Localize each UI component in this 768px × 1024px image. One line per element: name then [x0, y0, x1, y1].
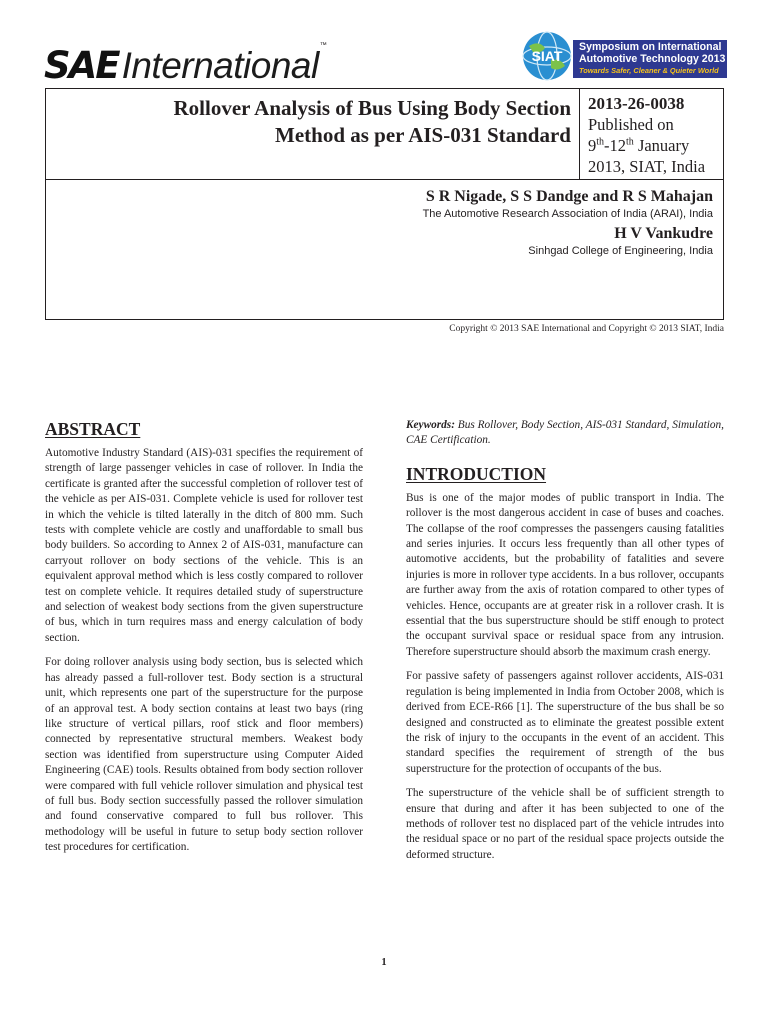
title-divider-horizontal: [46, 179, 723, 180]
paper-id: 2013-26-0038: [588, 94, 685, 113]
abstract-paragraph: Automotive Industry Standard (AIS)-031 specifies the requirement of strength of large passenger vehicles in case of rollover. In India the certificate is granted after the successful completion of rollover test of the vehicle as per AIS-031. Complete vehicle is used for rollover test in which the vehicle is tilted laterally in the ditch of 800 mm. Such tests with complete vehicle are costly and unaffordable to small bus body builders. So according to Annex 2 of AIS-031, manufacture can carryout rollover on body sections of the vehicle. This is an equivalent approval method which is less costly compared to rollover test on complete vehicle. It requires detailed study of superstructure and selection of weakest body sections from the given superstructure of bus, which in turn requires mass and energy calculation of body section.: [45, 447, 363, 644]
trademark-symbol: ™: [319, 42, 327, 49]
abstract-paragraph: For doing rollover analysis using body section, bus is selected which has already passed a full-rollover test. Body section is a structural unit, which represents one part of the superstructure for the purpose of an approval test. A body section contains at least two bays (ring like structure of vertical pillars, roof stick and floor members) connected by representative structural members. Weakest body section was identified from superstructure using Computer Aided Engineering (CAE) tools. Results obtained from body section rollover were compared with full vehicle rollover simulation and physical test of full bus. Body section successfully passed the rollover simulation and found conservative compared to full bus rollover. This methodology will be useful in future to setup body section rollover test procedures for certification.: [45, 656, 363, 854]
introduction-paragraph: The superstructure of the vehicle shall be of sufficient strength to ensure that during and after it has been subjected to one of the methods of rollover test no displaced part of the vehicle intrudes into the residual space or no part of the residual space projects outside the deformed structure.: [406, 787, 724, 861]
title-block: [45, 88, 724, 320]
siat-title-line-1: Symposium on International: [579, 41, 722, 53]
siat-tagline: Towards Safer, Cleaner & Quieter World: [579, 66, 719, 75]
globe-icon: [521, 30, 573, 82]
date-start: 9: [588, 136, 597, 155]
siat-acronym: SIAT: [531, 48, 563, 64]
keywords: [406, 418, 724, 449]
publication-dates: [588, 135, 689, 156]
introduction-paragraph: For passive safety of passengers against rollover accidents, AIS-031 regulation is being implemented in India from October 2008, which is derived from ECE-R66 [1]. The superstructure of the bus shall be so designed and constructed as to eliminate the greatest possible extent the risk of injury to the occupants in the event of an accident. This standard specifies the requirement of strength of the bus superstructure for the protection of occupants of the bus.: [406, 670, 724, 775]
paper-title-line-1: Rollover Analysis of Bus Using Body Section: [173, 96, 571, 120]
date-end: -12: [604, 136, 627, 155]
left-column: [45, 418, 363, 856]
keywords-label: Keywords:: [406, 419, 455, 431]
title-divider-vertical: [579, 89, 580, 179]
introduction-paragraph: Bus is one of the major modes of public transport in India. The rollover is the most dangerous accident in case of buses and coaches. The collapse of the roof compresses the passengers causing fatalities and series injuries. It occurs less frequently than all other types of automotive accidents, but the probability of fatalities and severe injuries is more in rollover type accidents. In a bus rollover, occupants are further away from the axis of rotation compared to other types of vehicles. Hence, occupants are at greater risk in a rollover crash. It is essential that the bus superstructure should be stiff enough to protect the occupant survival space or residual space from any intrusion. Therefore superstructure should absorb the maximum crash energy.: [406, 491, 724, 658]
affiliation-sinhgad: Sinhgad College of Engineering, India: [528, 245, 713, 257]
affiliation-arai: The Automotive Research Association of India (ARAI), India: [422, 208, 713, 220]
publication-year-venue: 2013, SIAT, India: [588, 157, 706, 176]
right-column: [406, 418, 724, 863]
date-end-suffix: th: [626, 136, 634, 148]
page-number: 1: [381, 957, 387, 968]
author-names-arai: S R Nigade, S S Dandge and R S Mahajan: [425, 188, 713, 205]
siat-title-line-2: Automotive Technology 2013: [579, 53, 726, 65]
sae-logo-wordmark: International: [121, 45, 319, 86]
paper-title: [101, 95, 571, 149]
paper-title-line-2: Method as per AIS-031 Standard: [275, 123, 571, 147]
sae-logo-mark: SAE: [44, 44, 119, 87]
abstract-heading: ABSTRACT: [45, 419, 141, 439]
siat-symposium-logo: [521, 30, 727, 82]
keywords-list: Bus Rollover, Body Section, AIS-031 Standard, Simulation, CAE Certification.: [406, 419, 724, 447]
published-label: Published on: [588, 115, 674, 134]
sae-international-logo: [44, 38, 327, 86]
date-start-suffix: th: [596, 136, 605, 148]
date-month: January: [633, 136, 690, 155]
copyright-notice: Copyright © 2013 SAE International and Copyright © 2013 SIAT, India: [449, 324, 724, 334]
introduction-heading: INTRODUCTION: [406, 463, 547, 484]
author-name-sinhgad: H V Vankudre: [614, 225, 713, 242]
